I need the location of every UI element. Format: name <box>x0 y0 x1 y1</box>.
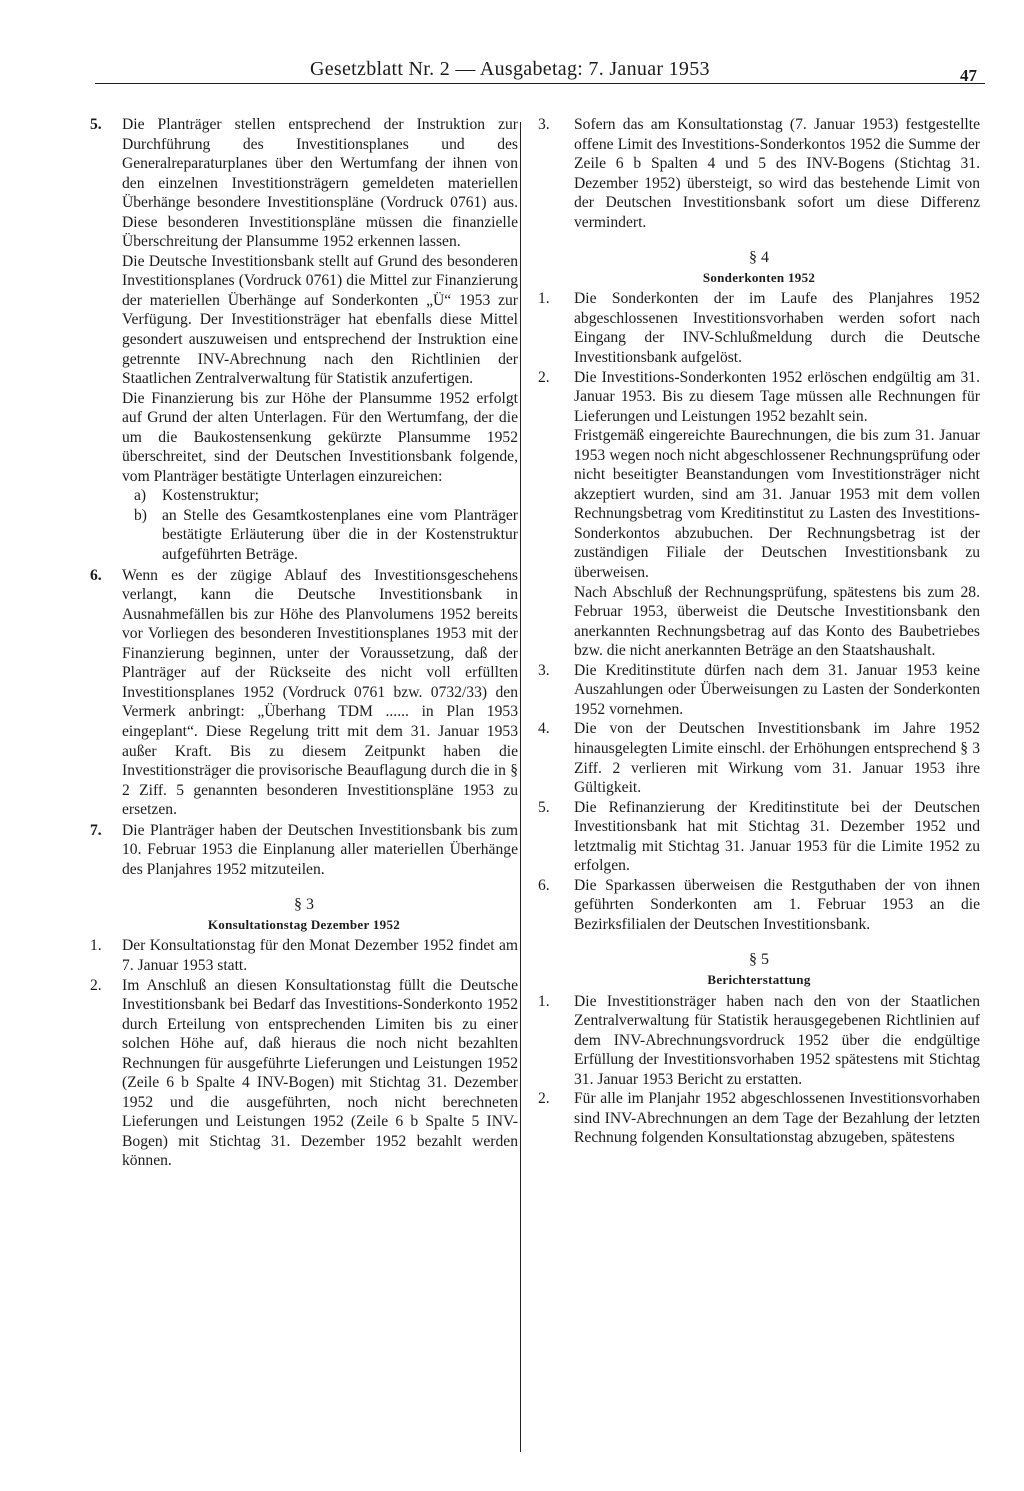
paragraph-text: Die Investitions-Sonderkonten 1952 erlöschen endgültig am 31. Januar 1953. Bis zu diesem Tage müssen alle Rechnungen für Lieferungen und Leistungen 1952 bezahlt sein. <box>574 368 980 425</box>
item-number: 1. <box>90 937 102 955</box>
header-rule <box>95 83 985 84</box>
paragraph-text: Die Finanzierung bis zur Höhe der Plansumme 1952 erfolgt auf Grund der alten Unterlagen. Für den Wertumfang, der die um die Baukostensenkung gekürzte Plansumme 1952 überschreitet, sind der Deutschen Investitionsbank folgende, vom Planträger bestätigte Unterlagen einzureichen: <box>122 389 518 485</box>
item-number: 3. <box>538 661 550 679</box>
section-number: § 5 <box>749 951 769 969</box>
paragraph-text: Im Anschluß an diesen Konsultationstag füllt die Deutsche Investitionsbank bei Bedarf das Investitions-Sonderkonto 1952 durch Erteilung von entsprechenden Limiten bis zu einer solchen Höhe auf, daß hieraus die noch nicht bezahlten Rechnungen für ausgeführte Lieferungen und Leistungen 1952 (Zeile 6 b Spalte 4 INV-Bogen) mit Stichtag 31. Dezember 1952 und die ausgeführten, noch nicht berechneten Lieferungen und Leistungen 1952 (Zeile 6 b Spalte 5 INV-Bogen) mit Stichtag 31. Dezember 1952 bezahlt werden können. <box>122 976 518 1170</box>
section-5-item-1 <box>538 992 980 1090</box>
page-number: 47 <box>960 66 977 85</box>
gazette-title: Gesetzblatt Nr. 2 — Ausgabetag: 7. Januar 1953 <box>310 58 710 80</box>
paragraph-text: Sofern das am Konsultationstag (7. Januar 1953) festgestellte offene Limit des Investitions-Sonderkontos 1952 die Summe der Zeile 6 b Spalten 4 und 5 des INV-Bogens (Stichtag 31. Dezember 1952) übersteigt, so wird das bestehende Limit von der Deutschen Investitionsbank sofort um diese Differenz vermindert. <box>574 116 980 231</box>
item-number: 7. <box>90 821 102 839</box>
section-3-item-3 <box>538 115 980 232</box>
section-title: Konsultationstag Dezember 1952 <box>207 916 401 932</box>
paragraph-text: Die von der Deutschen Investitionsbank im Jahre 1952 hinausgelegten Limite einschl. der Erhöhungen entsprechend § 3 Ziff. 2 verlieren mit Wirkung vom 31. Januar 1953 ihre Gültigkeit. <box>574 720 980 797</box>
section-3-item-1 <box>90 936 518 975</box>
right-column <box>538 115 980 1148</box>
sub-item-label: a) <box>134 487 147 505</box>
paragraph-6 <box>90 566 518 820</box>
item-number: 5. <box>90 116 102 133</box>
paragraph-text: Die Sparkassen überweisen die Restguthaben der von ihnen geführten Sonderkonten am 1. Februar 1953 an die Bezirksfilialen der Deutschen Investitionsbank. <box>574 876 980 933</box>
item-number: 3. <box>538 116 550 133</box>
paragraph-text: Die Sonderkonten der im Laufe des Planjahres 1952 abgeschlossenen Investitionsvorhaben werden sofort nach Eingang der INV-Schlußmeldung durch die Deutsche Investitionsbank aufgelöst. <box>574 290 980 367</box>
paragraph-text: Fristgemäß eingereichte Baurechnungen, die bis zum 31. Januar 1953 wegen noch nicht abgeschlossener Rechnungsprüfung oder nicht beseitigter Beanstandungen vom Investitionsträger nicht akzeptiert wurden, sind am 31. Januar 1953 mit dem vollen Rechnungsbetrag vom Kreditinstitut zu Lasten des Investitions-Sonderkontos abzubuchen. Der Rechnungsbetrag ist der zuständigen Filiale der Deutschen Investitionsbank zu überweisen. <box>574 427 980 582</box>
paragraph-7 <box>90 821 518 880</box>
page-header <box>95 58 985 92</box>
left-column <box>90 115 518 1171</box>
paragraph-text: Die Refinanzierung der Kreditinstitute bei der Deutschen Investitionsbank hat mit Stichtag 31. Dezember 1952 und letztmalig mit Stichtag 31. Januar 1953 für die Limite 1952 zu erfolgen. <box>574 798 980 875</box>
sub-item-text: an Stelle des Gesamtkostenplanes eine vom Planträger bestätigte Erläuterung über die in der Kostenstruktur aufgeführten Beträge. <box>162 506 518 564</box>
section-number: § 4 <box>749 249 769 267</box>
section-4-item-3 <box>538 661 980 720</box>
item-number: 2. <box>538 368 550 386</box>
item-number: 2. <box>538 1090 550 1108</box>
section-4-item-6 <box>538 876 980 935</box>
item-number: 2. <box>90 976 102 994</box>
item-number: 1. <box>538 992 550 1010</box>
section-number: § 3 <box>294 896 314 914</box>
item-number: 1. <box>538 290 550 308</box>
section-title: Berichterstattung <box>707 971 811 987</box>
section-5-item-2 <box>538 1089 980 1148</box>
paragraph-text: Die Deutsche Investitionsbank stellt auf Grund des besonderen Investitionsplanes (Vordruck 0761) die Mittel zur Finanzierung der materiellen Überhänge auf Sonderkonten „Ü“ 1953 zur Verfügung. Der Investitionsträger hat ebenfalls diese Mittel gesondert auszuweisen und entsprechend der Instruktion eine getrennte INV-Abrechnung nach den Richtlinien der Staatlichen Zentralverwaltung für Statistik anzufertigen. <box>122 252 518 388</box>
sub-item-text: Kostenstruktur; <box>162 487 260 505</box>
item-number: 5. <box>538 798 550 816</box>
paragraph-5 <box>90 115 518 252</box>
paragraph-text: Nach Abschluß der Rechnungsprüfung, spätestens bis zum 28. Februar 1953, überweist die Deutsche Investitionsbank den anerkannten Rechnungsbetrag auf das Konto des Baubetriebes bzw. die nicht anerkannten Beträge an den Staatshaushalt. <box>574 583 980 660</box>
paragraph-text: Die Kreditinstitute dürfen nach dem 31. Januar 1953 keine Auszahlungen oder Überweisungen zu Lasten der Sonderkonten 1952 vornehmen. <box>574 661 980 718</box>
section-4-item-5 <box>538 798 980 876</box>
section-4-item-4 <box>538 719 980 797</box>
section-4-item-1 <box>538 289 980 367</box>
paragraph-text: Für alle im Planjahr 1952 abgeschlossenen Investitionsvorhaben sind INV-Abrechnungen an dem Tage der Bezahlung der letzten Rechnung folgenden Konsultationstag abzugeben, spätestens <box>574 1090 980 1147</box>
item-number: 6. <box>538 876 550 894</box>
paragraph-text: Wenn es der zügige Ablauf des Investitionsgeschehens verlangt, kann die Deutsche Investitionsbank in Ausnahmefällen bis zur Höhe des Planvolumens 1952 bereits vor Vorliegen des besonderen Investitionsplanes 1953 mit der Finanzierung beginnen, unter der Voraussetzung, daß der Planträger auf der Rückseite des nicht voll erfüllten Investitionsplanes 1952 (Vordruck 0761 bzw. 0732/33) den Vermerk anbringt: „Überhang TDM ...... in Plan 1953 eingeplant“. Diese Regelung tritt mit dem 31. Januar 1953 außer Kraft. Bis zu diesem Zeitpunkt haben die Investitionsträger die provisorische Beauflagung durch die in § 2 Ziff. 5 genannten besonderen Investitionspläne 1953 zu ersetzen. <box>122 566 518 819</box>
paragraph-text: Die Planträger haben der Deutschen Investitionsbank bis zum 10. Februar 1953 die Einplanung aller materiellen Überhänge des Planjahres 1952 mitzuteilen. <box>122 821 518 878</box>
sub-item-a <box>90 486 518 506</box>
section-title: Sonderkonten 1952 <box>702 269 816 285</box>
section-3-item-2 <box>90 976 518 1171</box>
item-number: 4. <box>538 720 550 738</box>
sub-item-b <box>90 506 518 565</box>
paragraph-text: Der Konsultationstag für den Monat Dezember 1952 findet am 7. Januar 1953 statt. <box>122 937 518 974</box>
paragraph-text: Die Investitionsträger haben nach den von der Staatlichen Zentralverwaltung für Statistik herausgegebenen Richtlinien auf dem INV-Abrechnungsvordruck 1952 über die endgültige Erfüllung der Investitionsvorhaben 1952 spätestens mit Stichtag 31. Januar 1953 Bericht zu erstatten. <box>574 992 980 1088</box>
item-number: 6. <box>90 566 102 584</box>
sub-item-label: b) <box>134 506 147 524</box>
section-4-item-2 <box>538 368 980 427</box>
paragraph-text: Die Planträger stellen entsprechend der Instruktion zur Durchführung des Investitionsplanes und des Generalreparaturplanes über den Wertumfang der ihnen von den einzelnen Investitionsträgern gemeldeten materiellen Überhänge besondere Investitionspläne (Vordruck 0761) aus. Diese besonderen Investitionspläne müssen die finanzielle Überschreitung der Plansumme 1952 erkennen lassen. <box>122 116 518 251</box>
column-divider <box>520 122 521 1452</box>
